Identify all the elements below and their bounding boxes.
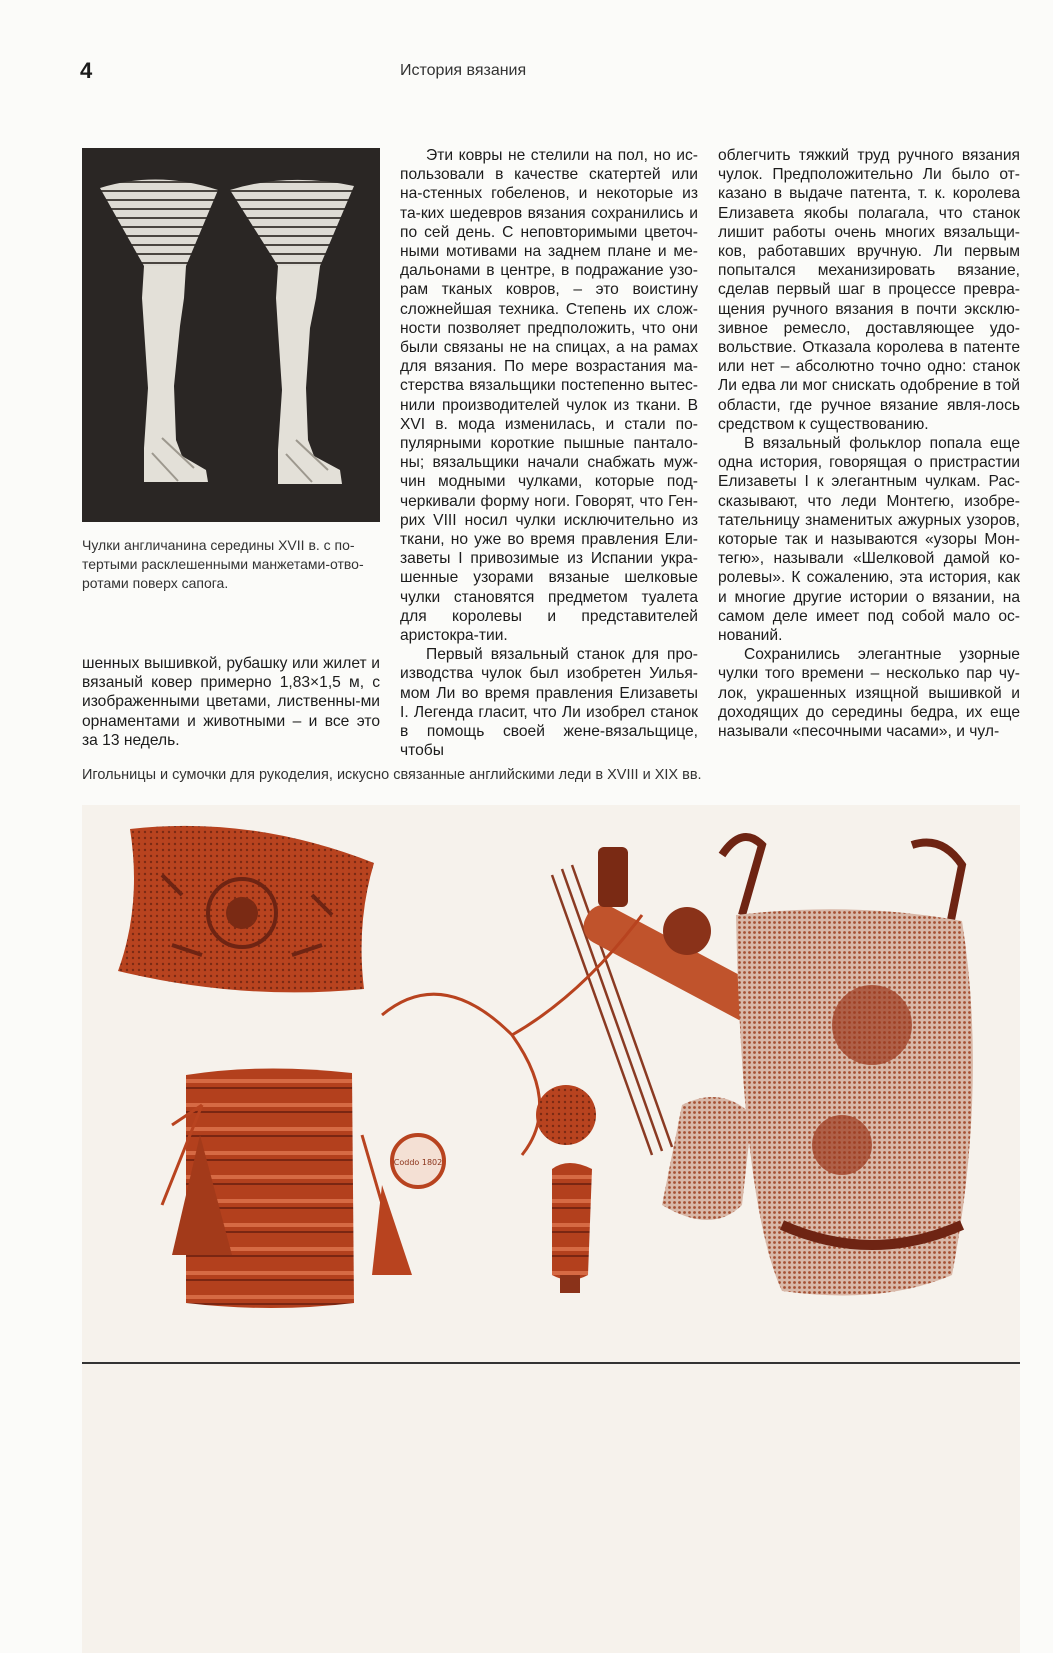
page-number: 4 bbox=[80, 58, 93, 83]
paragraph: Сохранились элегантные узорные чулки того времени – несколько пар чу-лок, украшенных изящной вышивкой и доходящих до середины бедра, их еще называли «песочными часами», и чул- bbox=[718, 646, 1020, 741]
mitten-purse bbox=[662, 1097, 752, 1220]
coin-medallion bbox=[663, 907, 711, 955]
paragraph: В вязальный фольклор попала еще одна история, говорящая о пристрастии Елизаветы I к элегантным чулкам. Рас-сказывают, что леди Монтегю, изобре-тательницу знаменитых ажурных узоров, которые так и называются «узоры Мон-тегю», называли «Шелковой дамой ко-ролевы». К сожалению, эта история, как и многие другие истории о вязании, на самом деле имеет под собой мало ос-нований. bbox=[718, 435, 1020, 645]
stockings-photo bbox=[82, 148, 380, 522]
accessories-photo bbox=[82, 805, 1020, 1653]
text-column-1 bbox=[82, 654, 380, 750]
round-medallion bbox=[392, 1135, 444, 1187]
pincushion bbox=[118, 826, 374, 993]
thimble-case bbox=[598, 847, 628, 907]
medallion-text: Coddo 1802 bbox=[393, 1158, 443, 1167]
paragraph: Первый вязальный станок для про-изводства чулок был изобретен Уилья-мом Ли во время правления Елизаветы I. Легенда гласит, что Ли изобрел станок в помощь своей жене-вязальщице, чтобы bbox=[400, 646, 698, 760]
paragraph: облегчить тяжкий труд ручного вязания чулок. Предположительно Ли было от-казано в выдаче патента, т. к. королева Елизавета якобы полагала, что станок лишит работы очень многих вязальщи-ков, работавших вручную. Ли первым попытался механизировать вязание, сделав первый шаг в процессе превра-щения ручного вязания в почти эксклю-зивное ремесло, доставляющее удо-вольствие. Отказала королева в патенте или нет – абсолютно точно одно: станок Ли едва ли мог снискать одобрение в той области, где ручное вязание явля-лось средством к существованию. bbox=[718, 147, 1020, 433]
large-beaded-bag bbox=[722, 837, 973, 1295]
stockings-caption: Чулки англичанина середины XVII в. с по-тертыми расклешенными манжетами-отво-ротами поверх сапога. bbox=[82, 537, 364, 591]
small-beaded-purse bbox=[552, 1163, 592, 1293]
accessories-caption: Игольницы и сумочки для рукоделия, искусно связанные английскими леди в XVIII и XIX вв. bbox=[82, 767, 702, 783]
paragraph: шенных вышивкой, рубашку или жилет и вязаный ковер примерно 1,83×1,5 м, с изображенными цветами, лиственны-ми орнаментами и животными – и все это за 13 недель. bbox=[82, 655, 380, 749]
bottom-rule bbox=[82, 1362, 1020, 1364]
paragraph: Эти ковры не стелили на пол, но ис-пользовали в качестве скатертей или на-стенных гобеленов, и некоторые из та-ких шедевров вязания сохранились и по сей день. С неповторимыми цветоч-ными мотивами на заднем плане и ме-дальонами в центре, в подражание узо-рам тканых ковров, – это воистину сложнейшая техника. Степень их слож-ности позволяет предположить, что они были связаны не на спицах, а на рамах для вязания. По мере возрастания ма-стерства вязальщики постепенно вытес-нили производителей чулок из ткани. В XVI в. мода изменилась, и стали по-пулярными короткие пышные пантало-ны; вязальщики начали снабжать муж-чин модными чулками, которые под-черкивали форму ноги. Говорят, что Ген-рих VIII носил чулки исключительно из ткани, но уже во время правления Ели-заветы I привозимые из Испании укра-шенные узорами вязаные шелковые чулки становятся предметом туалета для королевы и представителей аристокра-тии. bbox=[400, 147, 698, 645]
text-column-3 bbox=[718, 146, 1020, 741]
drawstring-pouch bbox=[162, 1068, 412, 1308]
text-column-2 bbox=[400, 146, 698, 761]
knitted-ball bbox=[536, 1085, 596, 1145]
running-title: История вязания bbox=[400, 62, 527, 79]
